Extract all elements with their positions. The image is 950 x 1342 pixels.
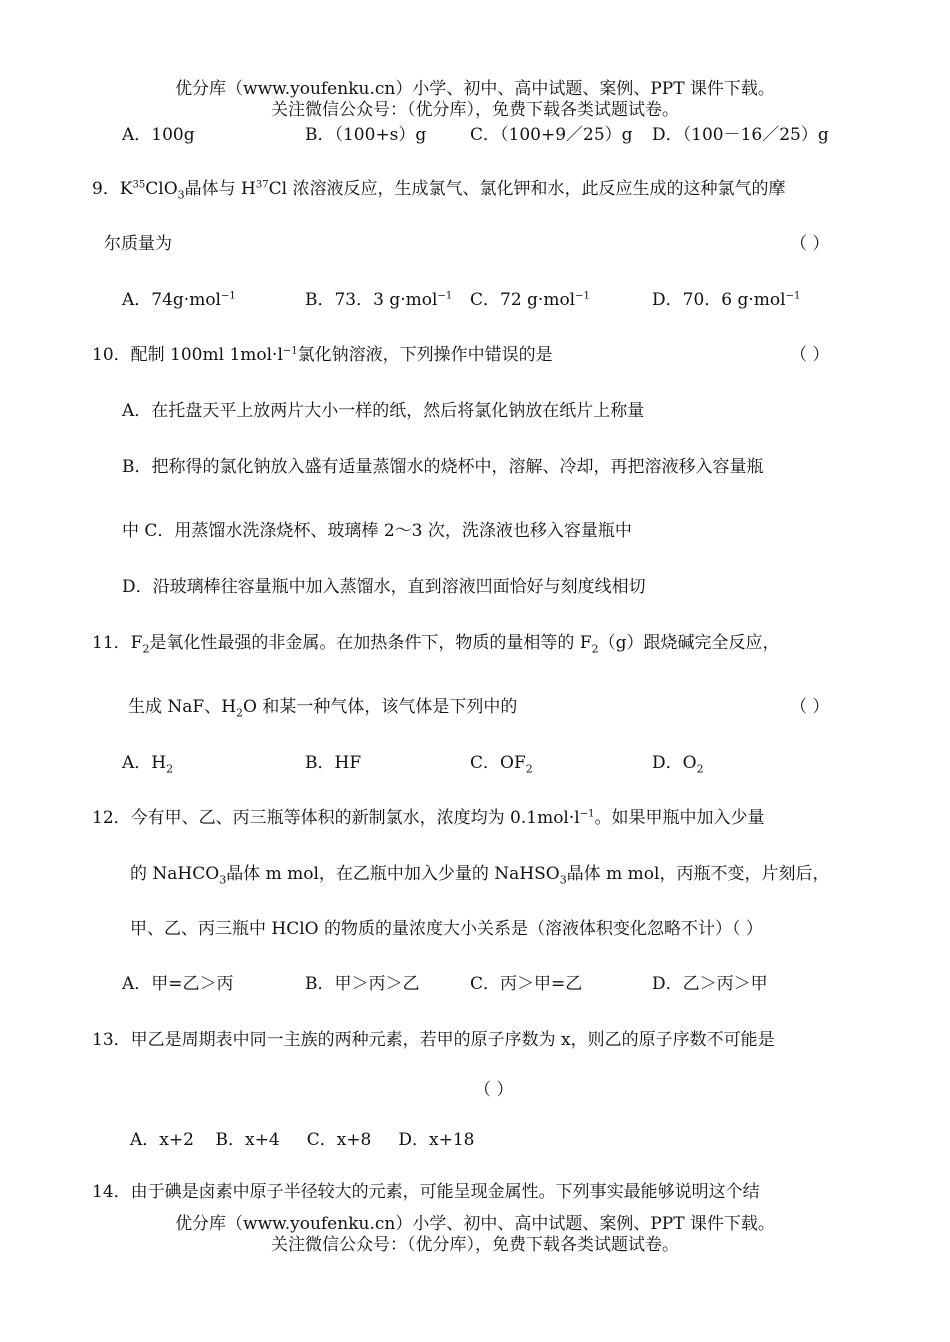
q9-option-b: B．73．3 g·mol$^{-1}$ xyxy=(305,290,453,310)
q8-option-d: D．（100－16／25）g xyxy=(652,125,829,145)
q10-option-a: A．在托盘天平上放两片大小一样的纸，然后将氯化钠放在纸片上称量 xyxy=(122,401,645,421)
q11-option-a: A．$H_2$ xyxy=(122,753,174,776)
q11-option-c: C．$OF_2$ xyxy=(470,753,533,776)
q10-stem: 10．配制 100ml $1mol\cdot l^{-1}$氯化钠溶液，下列操作中错误的是 xyxy=(92,345,553,365)
q8-option-b: B．（100+s）g xyxy=(305,125,427,145)
q10-option-b: B．把称得的氯化钠放入盛有适量蒸馏水的烧杯中，溶解、冷却，再把溶液移入容量瓶 xyxy=(122,457,764,477)
header-line-1: 优分库（www.youfenku.cn）小学、初中、高中试题、案例、PPT 课件下载。 xyxy=(175,79,775,99)
q10-option-b-cont-c: 中 C．用蒸馏水洗涤烧杯、玻璃棒 2～3 次，洗涤液也移入容量瓶中 xyxy=(122,521,632,541)
footer-line-1: 优分库（www.youfenku.cn）小学、初中、高中试题、案例、PPT 课件下载。 xyxy=(175,1214,775,1234)
q8-option-c: C．（100+9／25）g xyxy=(470,125,633,145)
q14-number: 14． xyxy=(92,1182,131,1202)
q13-number: 13． xyxy=(92,1030,131,1050)
q9-option-a: A．74g·mol$^{-1}$ xyxy=(122,290,236,310)
q11-option-b: B．HF xyxy=(305,753,362,773)
q9-option-c: C．72 g·mol$^{-1}$ xyxy=(470,290,590,310)
q12-number: 12． xyxy=(92,808,131,828)
q9-option-d: D．70．6 g·mol$^{-1}$ xyxy=(652,290,801,310)
q10-option-d: D．沿玻璃棒往容量瓶中加入蒸馏水，直到溶液凹面恰好与刻度线相切 xyxy=(122,577,646,597)
header-line-2: 关注微信公众号：（优分库），免费下载各类试题试卷。 xyxy=(271,100,679,120)
q9-stem-line-1: 9．$K^{35}ClO_3$晶体与 $H^{37}Cl$ 浓溶液反应，生成氯气、氯化钾和水，此反应生成的这种氯气的摩 xyxy=(92,179,786,202)
q8-option-a: A．100g xyxy=(122,125,195,145)
q12-stem-line-1: 12．今有甲、乙、丙三瓶等体积的新制氯水，浓度均为 $0.1mol\cdot l^{-1}$。如果甲瓶中加入少量 xyxy=(92,808,765,828)
q14-stem: 14．由于碘是卤素中原子半径较大的元素，可能呈现金属性。下列事实最能够说明这个结 xyxy=(92,1182,760,1202)
q9-answer-blank: （ ） xyxy=(790,234,830,254)
q12-stem-line-3: 甲、乙、丙三瓶中 HClO 的物质的量浓度大小关系是（溶液体积变化忽略不计）（ ） xyxy=(130,919,763,939)
q9-stem-line-2: 尔质量为 xyxy=(104,234,172,254)
q10-answer-blank: （ ） xyxy=(790,345,830,365)
q12-option-c: C．丙＞甲=乙 xyxy=(470,974,583,994)
q13-options: A．x+2 B．x+4 C．x+8 D．x+18 xyxy=(130,1130,475,1150)
q13-answer-blank: （ ） xyxy=(474,1080,514,1100)
q9-number: 9． xyxy=(92,179,120,199)
q12-option-d: D．乙＞丙＞甲 xyxy=(652,974,768,994)
q10-number: 10． xyxy=(92,345,131,365)
q11-number: 11． xyxy=(92,633,131,653)
q11-option-d: D．$O_2$ xyxy=(652,753,704,776)
q13-stem: 13．甲乙是周期表中同一主族的两种元素，若甲的原子序数为 x，则乙的原子序数不可能是 xyxy=(92,1030,775,1050)
q12-option-a: A．甲=乙＞丙 xyxy=(122,974,234,994)
q11-stem-line-2: 生成 NaF、$H_2O$ 和某一种气体，该气体是下列中的 xyxy=(128,697,518,720)
q11-stem-line-1: 11．$F_2$是氧化性最强的非金属。在加热条件下，物质的量相等的 $F_2(g)$跟烧碱完全反应， xyxy=(92,633,780,656)
q12-option-b: B．甲＞丙＞乙 xyxy=(305,974,420,994)
q12-stem-line-2: 的 NaHCO$_3$晶体 m mol，在乙瓶中加入少量的 NaHSO$_3$晶体 m mol，丙瓶不变，片刻后， xyxy=(130,864,830,887)
footer-line-2: 关注微信公众号：（优分库），免费下载各类试题试卷。 xyxy=(271,1235,679,1255)
q11-answer-blank: （ ） xyxy=(790,697,830,717)
